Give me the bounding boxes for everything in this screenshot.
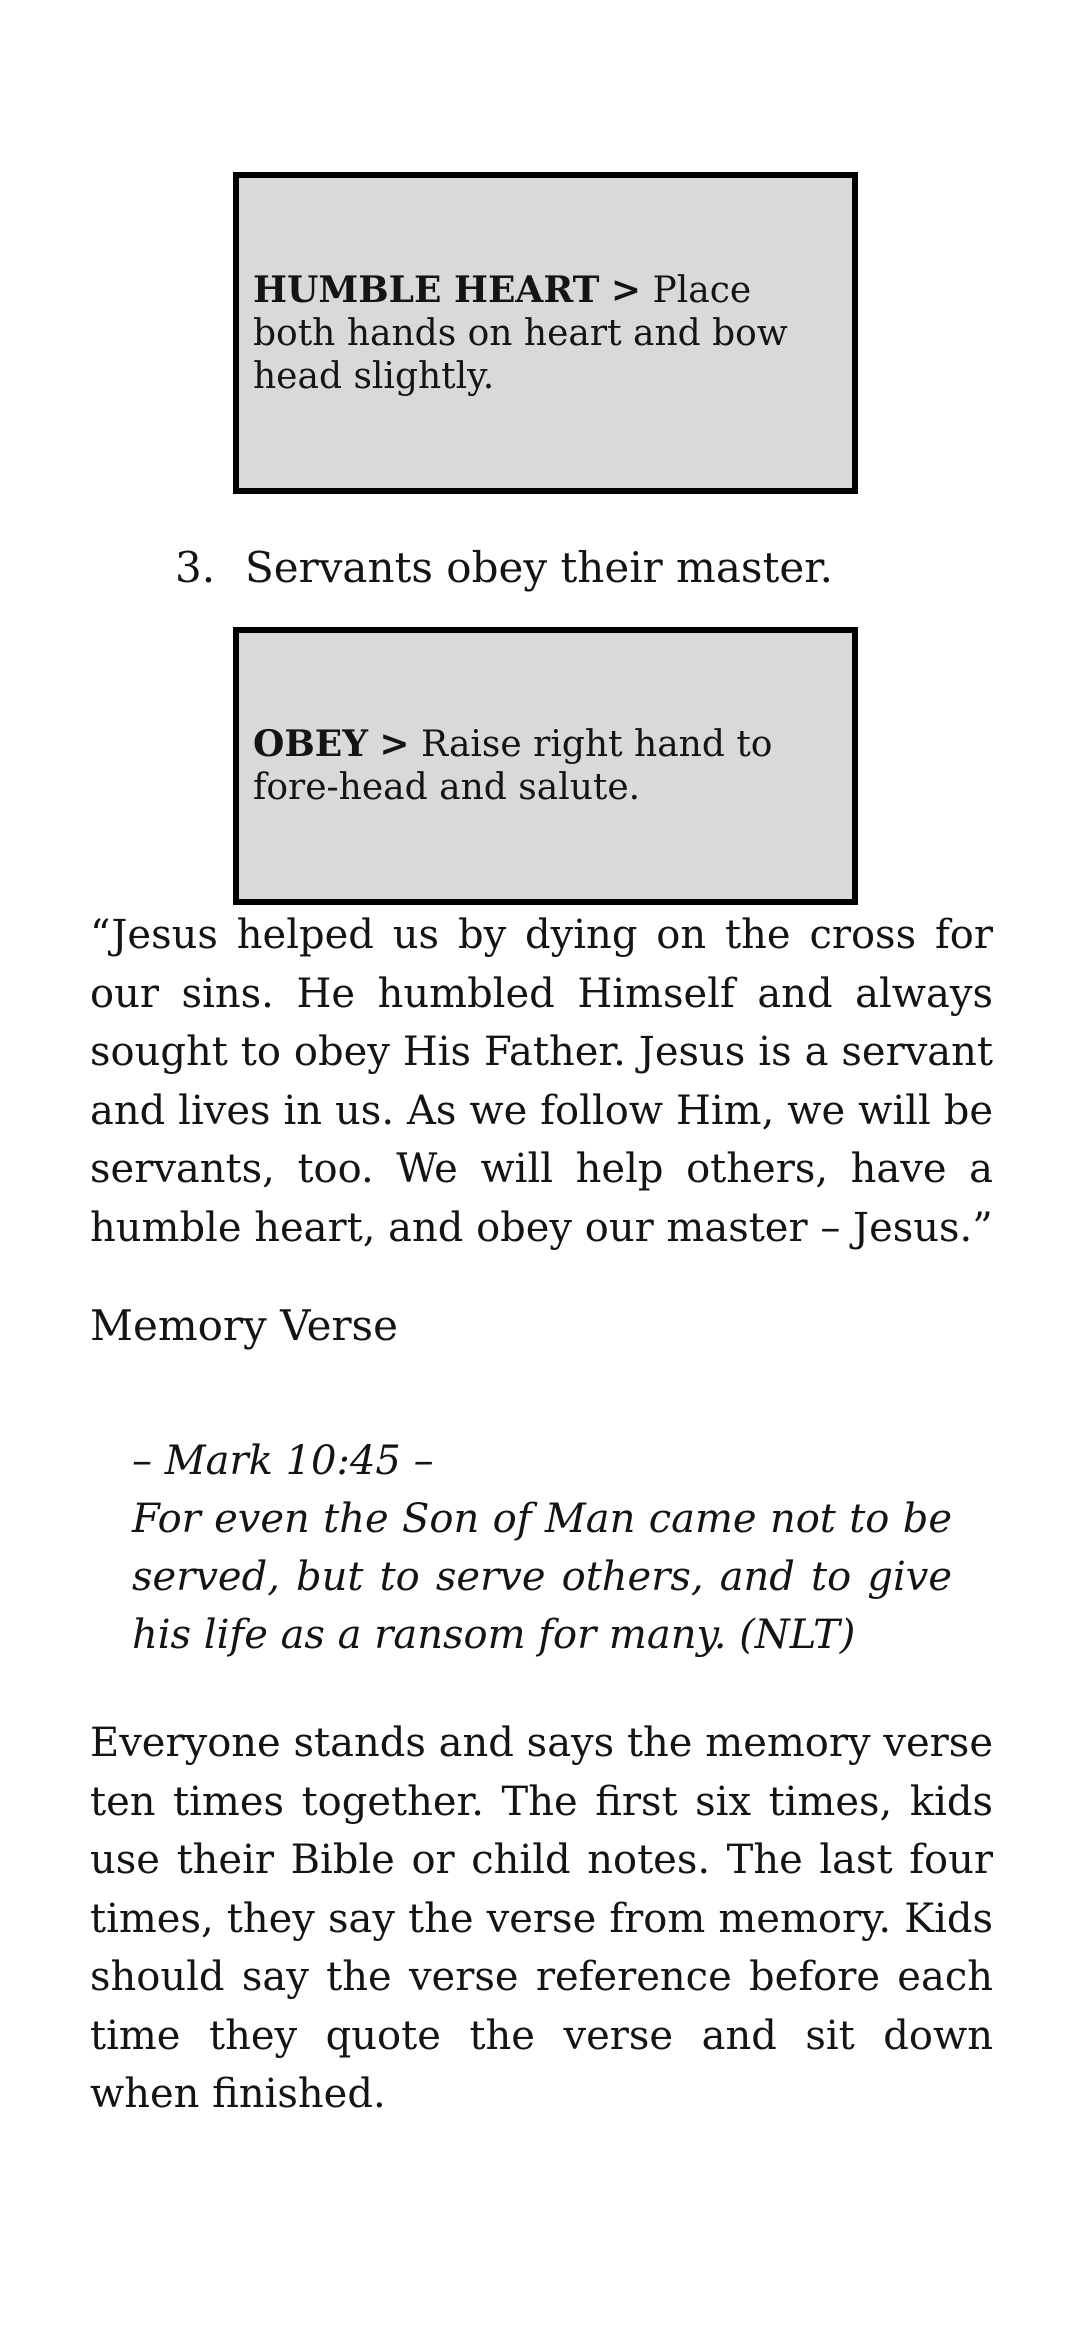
action-arrow: >	[610, 268, 642, 311]
list-item-text: Servants obey their master.	[245, 543, 834, 592]
action-box-humble-heart	[233, 172, 858, 494]
action-box-text	[253, 723, 838, 809]
list-item-number: 3.	[175, 543, 216, 592]
action-keyword: HUMBLE HEART	[253, 268, 600, 311]
action-description: Raise right hand to fore-head and salute.	[253, 724, 773, 808]
quote-paragraph: “Jesus helped us by dying on the cross for our sins. He humbled Himself and always sought to obey His Father. Jesus is a servant and lives in us. As we follow Him, we will be servants, too. We will help others, have a humble heart, and obey our master – Jesus.”	[90, 912, 993, 1251]
action-box-text	[253, 269, 838, 398]
list-item-3	[175, 542, 833, 594]
action-arrow: >	[379, 723, 410, 765]
action-description: Place both hands on heart and bow head slightly.	[253, 269, 788, 397]
action-box-obey	[233, 627, 858, 905]
verse-reference: – Mark 10:45 –	[132, 1438, 434, 1484]
instructions-paragraph: Everyone stands and says the memory verse ten times together. The first six times, kids use their Bible or child notes. The last four times, they say the verse from memory. Kids should say the verse reference before each time they quote the verse and sit down when finished.	[90, 1720, 993, 2117]
verse-text: For even the Son of Man came not to be served, but to serve others, and to give his life as a ransom for many. (NLT)	[132, 1496, 952, 1658]
action-keyword: OBEY	[253, 723, 368, 765]
memory-verse-heading: Memory Verse	[90, 1301, 398, 1350]
